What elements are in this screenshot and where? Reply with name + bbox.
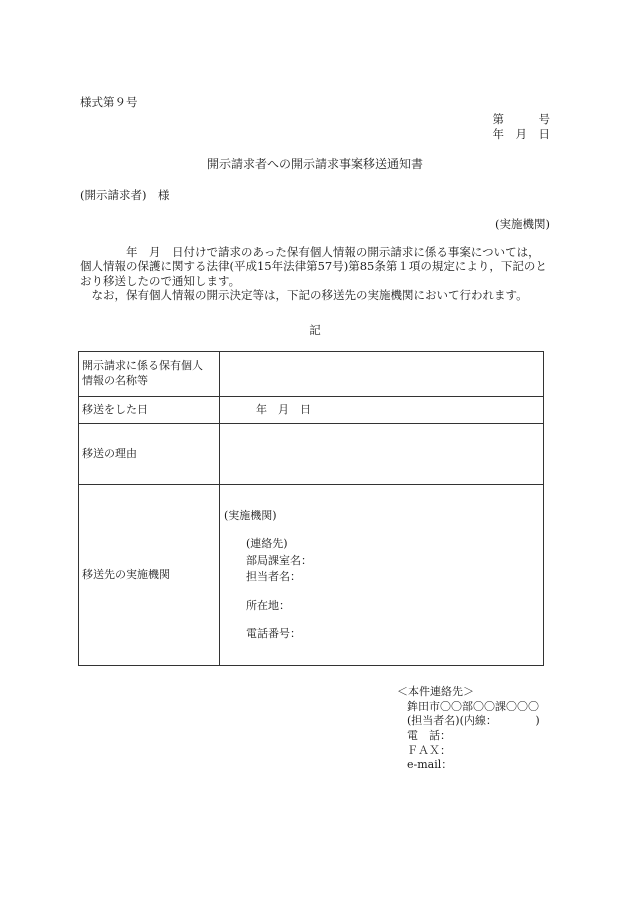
document-number: 第 号	[492, 112, 550, 126]
transfer-date-value	[220, 397, 544, 424]
destination-contact-heading: (連絡先)	[246, 537, 288, 550]
sender-agency: (実施機関)	[495, 217, 550, 231]
destination-block	[224, 508, 540, 643]
body-paragraph-1-line-1: 年 月 日付けで請求のあった保有個人情報の開示請求に係る事案については，	[80, 245, 540, 259]
info-name-label-line-1: 開示請求に係る保有個人	[82, 359, 203, 373]
contact-heading: ＜本件連絡先＞	[397, 685, 474, 698]
contact-phone: 電 話：	[407, 728, 451, 742]
transfer-date-label: 移送をした日	[79, 397, 220, 424]
info-name-label-line-2: 情報の名称等	[82, 374, 148, 387]
table-row	[79, 352, 544, 397]
form-number: 様式第９号	[80, 95, 138, 109]
ki-heading: 記	[309, 323, 321, 337]
table-row	[79, 397, 544, 424]
transfer-reason-value	[220, 424, 544, 485]
contact-person: (担当者名)(内線： )	[407, 714, 540, 728]
body-text	[80, 245, 552, 303]
body-paragraph-1-line-2: 個人情報の保護に関する法律(平成15年法律第57号)第85条第１項の規定により，下記のと	[80, 259, 547, 274]
info-name-label	[79, 352, 220, 397]
destination-address: 所在地：	[246, 598, 290, 612]
body-paragraph-1-line-3: おり移送したので通知します。	[80, 273, 241, 288]
contact-org: 鉾田市〇〇部〇〇課〇〇〇	[407, 699, 539, 713]
table-row	[79, 485, 544, 666]
document-date: 年 月 日	[492, 127, 550, 141]
table-row	[79, 424, 544, 485]
destination-department: 部局課室名：	[246, 553, 312, 567]
destination-person: 担当者名：	[246, 570, 301, 583]
contact-email: e-mail：	[407, 758, 453, 772]
transfer-info-table	[78, 351, 544, 666]
destination-agency-label: 移送先の実施機関	[79, 485, 220, 666]
contact-block	[397, 685, 540, 773]
transfer-date-fields: 年 月 日	[256, 402, 311, 416]
contact-fax: ＦＡＸ：	[407, 743, 451, 757]
destination-phone: 電話番号：	[246, 627, 301, 640]
body-paragraph-2: なお，保有個人情報の開示決定等は，下記の移送先の実施機関において行われます。	[80, 288, 528, 303]
addressee: (開示請求者) 様	[80, 188, 170, 202]
destination-agency-value	[220, 485, 544, 666]
info-name-value	[220, 352, 544, 397]
transfer-reason-label: 移送の理由	[79, 424, 220, 485]
page-title: 開示請求者への開示請求事案移送通知書	[206, 157, 423, 171]
destination-agency: (実施機関)	[224, 508, 277, 522]
